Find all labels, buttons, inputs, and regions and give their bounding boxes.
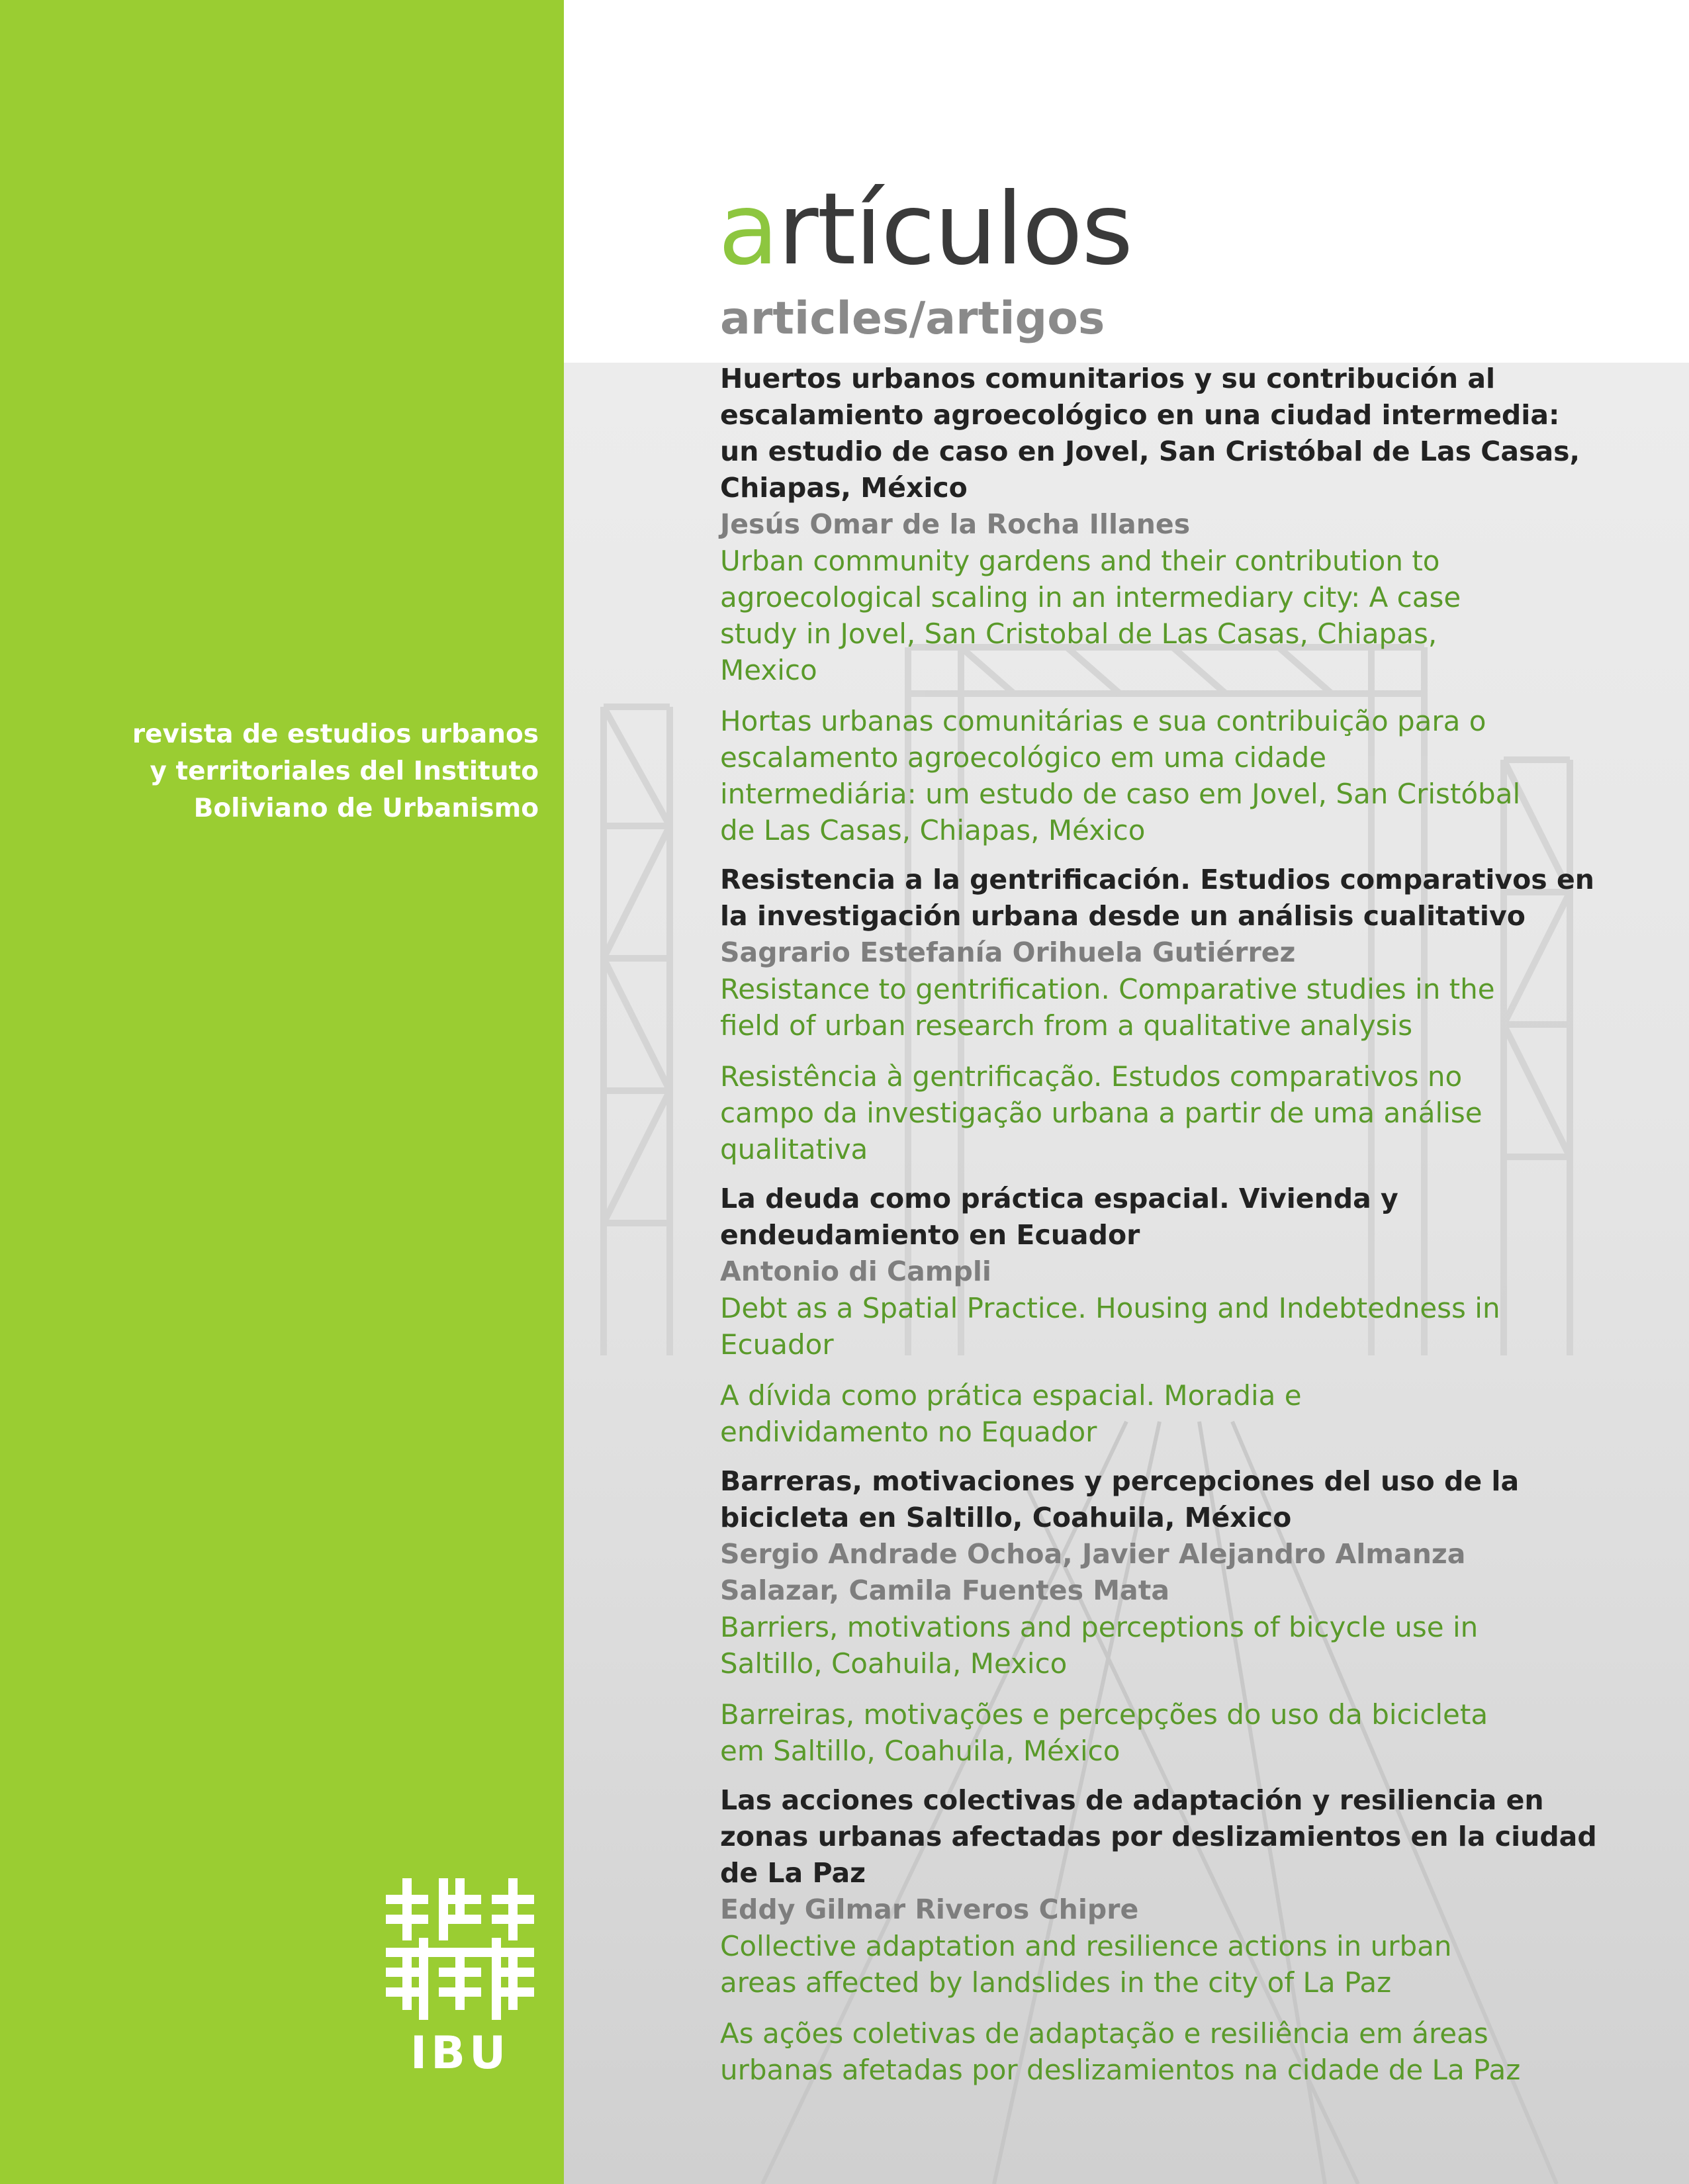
article-title-line: bicicleta en Saltillo, Coahuila, México (720, 1502, 1292, 1533)
article-portuguese-title-line: endividamento no Equador (720, 1416, 1097, 1448)
article-title-line: Chiapas, México (720, 472, 968, 504)
article-english-title-line: Mexico (720, 654, 817, 686)
article-portuguese-title-line: Resistência à gentrificação. Estudos comparativos no (720, 1060, 1463, 1093)
article-title (720, 361, 1647, 506)
article-entry (720, 361, 1647, 848)
article-english-title (720, 1609, 1647, 1682)
article-portuguese-title (720, 1696, 1647, 1769)
article-title-line: escalamiento agroecológico en una ciudad intermedia: (720, 399, 1560, 431)
article-portuguese-title (720, 1377, 1647, 1450)
article-entry (720, 1181, 1647, 1450)
article-english-title-line: Debt as a Spatial Practice. Housing and Indebtedness in (720, 1292, 1500, 1324)
article-author (720, 1891, 1647, 1928)
article-portuguese-title-line: campo da investigação urbana a partir de uma análise (720, 1097, 1483, 1129)
article-author-line: Sergio Andrade Ochoa, Javier Alejandro Almanza (720, 1538, 1466, 1570)
article-title-line: endeudamiento en Ecuador (720, 1219, 1140, 1251)
article-title-line: zonas urbanas afectadas por deslizamientos en la ciudad (720, 1821, 1597, 1852)
article-author-line: Antonio di Campli (720, 1255, 991, 1287)
section-title (718, 173, 1132, 286)
article-english-title (720, 1928, 1647, 2001)
article-title (720, 1463, 1647, 1536)
section-title-rest: rtículos (777, 172, 1132, 287)
article-portuguese-title (720, 2015, 1647, 2088)
article-title-line: Las acciones colectivas de adaptación y resiliencia en (720, 1784, 1544, 1816)
article-portuguese-title-line: qualitativa (720, 1133, 868, 1165)
article-title-line: La deuda como práctica espacial. Vivienda y (720, 1183, 1398, 1214)
article-entry (720, 1782, 1647, 2088)
article-portuguese-title-line: em Saltillo, Coahuila, México (720, 1735, 1120, 1767)
article-title (720, 1782, 1647, 1891)
article-portuguese-title-line: urbanas afetadas por deslizamientos na cidade de La Paz (720, 2054, 1521, 2086)
article-english-title-line: agroecological scaling in an intermediary city: A case (720, 581, 1461, 614)
article-author-line: Salazar, Camila Fuentes Mata (720, 1574, 1169, 1606)
green-sidebar (0, 0, 564, 2184)
article-portuguese-title-line: escalamento agroecológico em uma cidade (720, 741, 1327, 774)
article-english-title-line: Barriers, motivations and perceptions of bicycle use in (720, 1611, 1479, 1643)
journal-name (36, 716, 539, 827)
journal-name-line: revista de estudios urbanos (132, 719, 539, 749)
article-title-line: un estudio de caso en Jovel, San Cristóbal de Las Casas, (720, 435, 1580, 467)
section-subtitle: articles/artigos (720, 293, 1105, 345)
article-english-title-line: study in Jovel, San Cristobal de Las Casas, Chiapas, (720, 617, 1438, 650)
article-title (720, 1181, 1647, 1253)
article-list (720, 361, 1647, 2101)
section-title-accent: a (718, 172, 778, 287)
article-author (720, 1536, 1647, 1609)
article-english-title-line: Ecuador (720, 1328, 834, 1361)
article-author-line: Jesús Omar de la Rocha Illanes (720, 508, 1191, 540)
article-entry (720, 1463, 1647, 1769)
article-author-line: Eddy Gilmar Riveros Chipre (720, 1893, 1139, 1925)
article-author (720, 1253, 1647, 1290)
article-entry (720, 862, 1647, 1167)
article-english-title (720, 543, 1647, 688)
journal-name-line: Boliviano de Urbanismo (193, 794, 539, 823)
article-portuguese-title (720, 703, 1647, 848)
article-english-title-line: field of urban research from a qualitative analysis (720, 1009, 1413, 1042)
article-portuguese-title-line: de Las Casas, Chiapas, México (720, 814, 1146, 846)
article-title (720, 862, 1647, 934)
article-english-title-line: Saltillo, Coahuila, Mexico (720, 1647, 1068, 1680)
logo-text: IBU (410, 2027, 510, 2078)
article-author-line: Sagrario Estefanía Orihuela Gutiérrez (720, 936, 1296, 968)
article-english-title-line: Resistance to gentrification. Comparative studies in the (720, 973, 1495, 1005)
article-portuguese-title (720, 1058, 1647, 1167)
article-portuguese-title-line: A dívida como prática espacial. Moradia e (720, 1379, 1302, 1412)
article-author (720, 506, 1647, 543)
journal-name-line: y territoriales del Instituto (150, 756, 539, 786)
article-english-title (720, 1290, 1647, 1363)
article-portuguese-title-line: Hortas urbanas comunitárias e sua contribuição para o (720, 705, 1486, 737)
ibu-logo (377, 1873, 543, 2078)
article-title-line: de La Paz (720, 1857, 866, 1889)
article-title-line: Huertos urbanos comunitarios y su contribución al (720, 363, 1496, 394)
article-title-line: Resistencia a la gentrificación. Estudios comparativos en (720, 864, 1594, 895)
article-english-title-line: Collective adaptation and resilience actions in urban (720, 1930, 1452, 1962)
article-english-title (720, 971, 1647, 1044)
article-title-line: Barreras, motivaciones y percepciones del uso de la (720, 1465, 1520, 1497)
article-portuguese-title-line: intermediária: um estudo de caso em Jovel, San Cristóbal (720, 778, 1521, 810)
article-portuguese-title-line: As ações coletivas de adaptação e resiliência em áreas (720, 2017, 1488, 2050)
article-title-line: la investigación urbana desde un análisis cualitativo (720, 900, 1526, 932)
article-author (720, 934, 1647, 971)
article-english-title-line: Urban community gardens and their contribution to (720, 545, 1440, 577)
article-english-title-line: areas affected by landslides in the city of La Paz (720, 1966, 1392, 1999)
article-portuguese-title-line: Barreiras, motivações e percepções do uso da bicicleta (720, 1698, 1488, 1731)
